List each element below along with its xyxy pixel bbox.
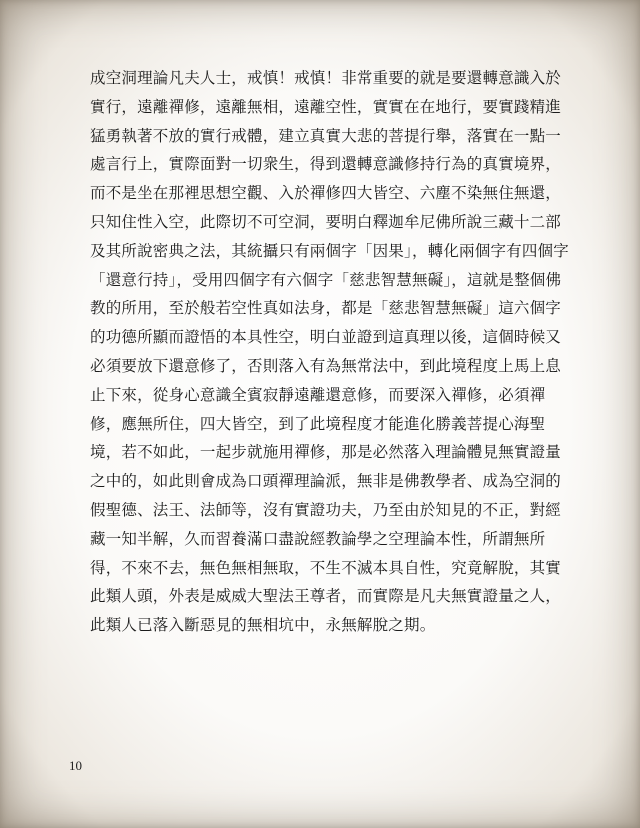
- text-line: 的功德所顯而證悟的本具性空，明白並證到這真理以後，這個時候又: [90, 328, 562, 347]
- body-text: [90, 64, 569, 640]
- page-number: 10: [69, 758, 82, 773]
- text-line: 假聖德、法王、法師等，沒有實證功夫，乃至由於知見的不正，對經: [90, 500, 562, 519]
- text-line: 而不是坐在那裡思想空觀、入於禪修四大皆空、六塵不染無住無還，: [90, 184, 562, 203]
- text-line: 「還意行持」，受用四個字有六個字「慈悲智慧無礙」，這就是整個佛: [90, 270, 562, 289]
- text-line: 只知住性入空，此際切不可空洞，要明白釋迦牟尼佛所說三藏十二部: [90, 212, 562, 231]
- text-line: 此類人已落入斷惡見的無相坑中，永無解脫之期。: [90, 616, 436, 635]
- text-line: 猛勇執著不放的實行戒體，建立真實大悲的菩提行舉，落實在一點一: [90, 126, 562, 145]
- text-line: 境，若不如此，一起步就施用禪修，那是必然落入理論體見無實證量: [90, 443, 562, 462]
- text-line: 處言行上，實際面對一切衆生，得到還轉意識修持行為的真實境界，: [90, 155, 562, 174]
- text-line: 修，應無所住，四大皆空，到了此境程度才能進化勝義菩提心海聖: [90, 414, 546, 433]
- text-line: 得，不來不去，無色無相無取，不生不滅本具自性，究竟解脫，其實: [90, 558, 562, 577]
- text-line: 必須要放下還意修了，否則落入有為無常法中，到此境程度上馬上息: [90, 356, 562, 375]
- text-line: 藏一知半解，久而習養滿口盡說經教論學之空理論本性，所謂無所: [90, 529, 546, 548]
- text-line: 實行，遠離禪修，遠離無相，遠離空性，實實在在地行，要實踐精進: [90, 97, 562, 116]
- text-line: 成空洞理論凡夫人士，戒慎！戒慎！非常重要的就是要還轉意識入於: [90, 69, 562, 87]
- text-line: 教的所用，至於般若空性真如法身，都是「慈悲智慧無礙」這六個字: [90, 299, 562, 318]
- text-line: 及其所說密典之法，其統攝只有兩個字「因果」，轉化兩個字有四個字: [90, 241, 569, 260]
- text-line: 此類人頭，外表是威威大聖法王尊者，而實際是凡夫無實證量之人，: [90, 587, 562, 606]
- text-line: 之中的，如此則會成為口頭禪理論派，無非是佛教學者、成為空洞的: [90, 472, 562, 491]
- text-line: 止下來，從身心意識全賓寂靜遠離還意修，而要深入禪修，必須禪: [90, 385, 546, 404]
